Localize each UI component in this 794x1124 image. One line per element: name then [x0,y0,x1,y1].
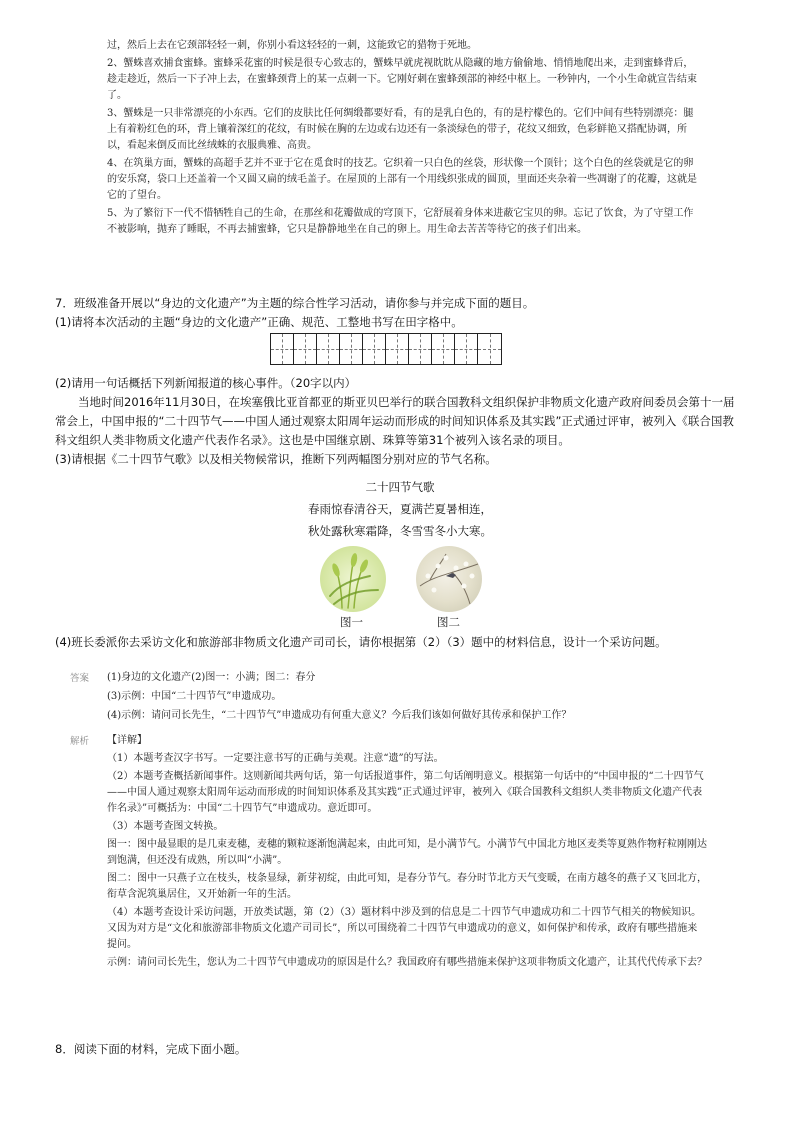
figure-1-caption: 图一 [340,615,363,629]
figure-1-wheat-image [320,546,386,612]
answer-label: 答案 [70,673,90,684]
analysis-section [107,733,707,971]
figure-2-swallow-image [416,546,482,612]
passage-line-1: 过，然后上去在它颈部轻轻一刺，你别小看这轻轻的一刺，这能致它的猎物于死地。 [107,40,477,51]
passage-para-5: 5、为了繁衍下一代不惜牺牲自己的生命，在那丝和花瓣做成的穹顶下，它舒展着身体来进蔽它宝贝的卵。忘记了饮食，为了守望工作不被影响，抛弃了睡眠，不再去捕蜜蜂，它只是静静地坐在自己的卵上。用生命去苦苦等待它的孩子们出来。 [107,208,694,235]
analysis-line-4: 图一：图中最显眼的是几束麦穗，麦穗的颗粒逐渐饱满起来，由此可知，是小满节气。小满节气中国北方地区麦类等夏熟作物籽粒刚刚达到饱满，但还没有成熟，所以叫“小满”。 [107,839,707,866]
grid-cell[interactable] [363,334,386,364]
analysis-label: 解析 [70,736,90,747]
question-7 [55,294,745,332]
analysis-line-1: （1）本题考查汉字书写。一定要注意书写的正确与美观。注意“遗”的写法。 [107,753,444,764]
grid-cell[interactable] [317,334,340,364]
answer-line-1: (1)身边的文化遗产(2)图一：小满；图二：春分 [107,672,316,683]
grid-cell[interactable] [478,334,501,364]
q7-sub2: (2)请用一句话概括下列新闻报道的核心事件。（20字以内） [55,376,357,390]
passage-section [107,38,697,238]
answer-section [107,670,707,724]
answer-line-2: (3)示例：中国“二十四节气”申遗成功。 [107,691,282,702]
q7-sub4: (4)班长委派你去采访文化和旅游部非物质文化遗产司司长，请你根据第（2）（3）题中的材料信息，设计一个采访问题。 [55,635,667,649]
figure-2-caption: 图二 [437,615,460,629]
q7-sub3: (3)请根据《二十四节气歌》以及相关物候常识，推断下列两幅图分别对应的节气名称。 [55,452,497,466]
solar-terms-poem [200,478,600,541]
q7-sub1: (1)请将本次活动的主题“身边的文化遗产”正确、规范、工整地书写在田字格中。 [55,315,463,329]
analysis-line-2: （2）本题考查概括新闻事件。这则新闻共两句话，第一句话报道事件，第二句话阐明意义。根据第一句话中的“中国申报的“二十四节气——中国人通过观察太阳周年运动而形成的时间知识体系及其实践”正式通过评审，被列入《联合国教科文组织人类非物质文化遗产代表作名录》”可概括为：中国“二十四节气”申遗成功。意近即可。 [107,771,704,814]
grid-cell[interactable] [294,334,317,364]
answer-line-3: (4)示例：请问司长先生，“二十四节气”申遗成功有何重大意义？今后我们该如何做好其传承和保护工作？ [107,710,572,721]
tianzige-grid[interactable] [270,333,502,365]
grid-cell[interactable] [340,334,363,364]
analysis-heading: 【详解】 [107,735,147,746]
q7-stem: 7．班级准备开展以“身边的文化遗产”为主题的综合性学习活动，请你参与并完成下面的题目。 [55,296,535,310]
q7-part2 [55,374,745,469]
news-paragraph: 当地时间2016年11月30日，在埃塞俄比亚首都亚的斯亚贝巴举行的联合国教科文组织保护非物质文化遗产政府间委员会第十一届常会上，中国申报的“二十四节气——中国人通过观察太阳周年运动而形成的时间知识体系及其实践”正式通过评审，被列入《联合国教科文组织人类非物质文化遗产代表作名录》。这也是中国继京剧、珠算等第31个被列入该名录的项目。 [55,395,735,447]
analysis-line-6: （4）本题考查设计采访问题，开放类试题，第（2）（3）题材料中涉及到的信息是二十四节气申遗成功和二十四节气相关的物候知识。又因为对方是“文化和旅游部非物质文化遗产司司长”，所以可围绕着二十四节气申遗成功的意义，如何保护和传承，政府有哪些措施来提问。 [107,907,702,950]
poem-title: 二十四节气歌 [365,480,435,494]
passage-para-3: 3、蟹蛛是一只非常漂亮的小东西。它们的皮肤比任何绸缎都要好看，有的是乳白色的，有的是柠檬色的。它们中间有些特别漂亮：腿上有着粉红色的环，背上镶着深红的花纹，有时候在胸的左边或右边还有一条淡绿色的带子，花纹又细致，色彩鲜艳又搭配协调，所以，看起来倒反而比丝绒蛛的衣服典雅、高贵。 [107,108,694,151]
passage-para-4: 4、在筑巢方面，蟹蛛的高超手艺并不亚于它在觅食时的技艺。它织着一只白色的丝袋，形状像一个顶针；这个白色的丝袋就是它的卵的安乐窝，袋口上还盖着一个又圆又扁的绒毛盖子。在屋顶的上部有一个用线织张成的圆顶，里面还夹杂着一些凋谢了的花瓣，这就是它的了望台。 [107,158,697,201]
grid-cell[interactable] [409,334,432,364]
grid-cell[interactable] [386,334,409,364]
question-8-stem: 8．阅读下面的材料，完成下面小题。 [55,1042,247,1056]
passage-para-2: 2、蟹蛛喜欢捕食蜜蜂。蜜蜂采花蜜的时候是很专心致志的，蟹蛛早就虎视眈眈从隐藏的地方偷偷地、悄悄地爬出来，走到蜜蜂背后，趁走趁近，然后一下子冲上去，在蜜蜂颈背上的某一点刺一下。它刚好刺在蜜蜂颈部的神经中枢上。一秒钟内，一个小生命就宣告结束了。 [107,58,697,101]
analysis-line-5: 图二：图中一只燕子立在枝头，枝条显绿，新芽初绽，由此可知，是春分节气。春分时节北方天气变暖，在南方越冬的燕子又飞回北方，衔草含泥筑巢居住，又开始新一年的生活。 [107,873,707,900]
analysis-line-7: 示例：请问司长先生，您认为二十四节气申遗成功的原因是什么？我国政府有哪些措施来保护这项非物质文化遗产，让其代代传承下去？ [107,957,707,968]
poem-line-1: 春雨惊春清谷天，夏满芒夏暑相连， [308,502,492,516]
grid-cell[interactable] [455,334,478,364]
poem-line-2: 秋处露秋寒霜降，冬雪雪冬小大寒。 [308,524,492,538]
grid-cell[interactable] [271,334,294,364]
grid-cell[interactable] [432,334,455,364]
analysis-line-3: （3）本题考查图文转换。 [107,821,224,832]
